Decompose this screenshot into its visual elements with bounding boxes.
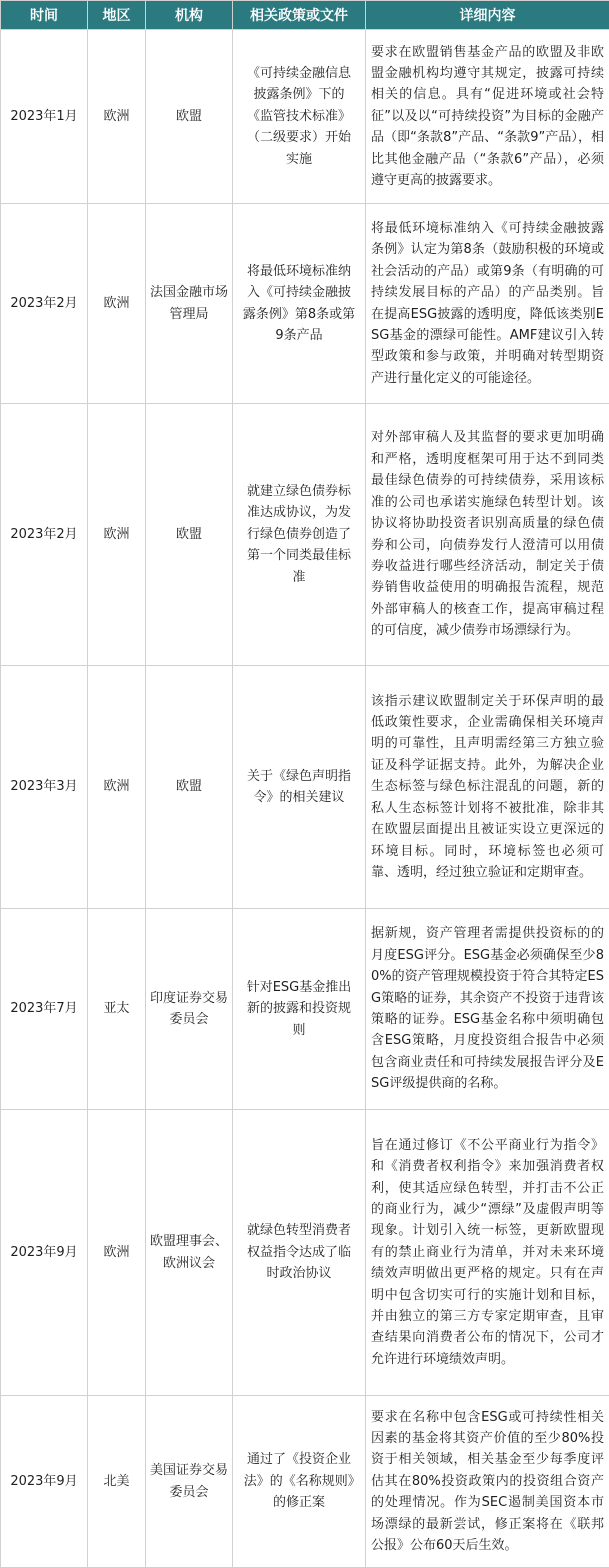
table-row [1,204,609,404]
cell-time: 2023年1月 [1,30,88,204]
cell-time: 2023年7月 [1,909,88,1110]
cell-region: 亚太 [88,909,146,1110]
cell-detail: 将最低环境标准纳入《可持续金融披露条例》认定为第8条（鼓励积极的环境或社会活动的产品）或第9条（有明确的可持续发展目标的产品）的产品类别。旨在提高ESG披露的透明度，降低该类别ESG基金的漂绿可能性。AMF建议引入转型政策和参与政策，并明确对转型期资产进行量化定义的可能途径。 [366,204,609,404]
header-row [1,1,609,30]
cell-region: 欧洲 [88,30,146,204]
cell-region: 欧洲 [88,666,146,909]
cell-org: 欧盟 [146,404,233,666]
cell-region: 北美 [88,1396,146,1568]
table-row [1,1110,609,1396]
cell-time: 2023年3月 [1,666,88,909]
cell-time: 2023年9月 [1,1110,88,1396]
cell-detail: 旨在通过修订《不公平商业行为指令》和《消费者权利指令》来加强消费者权利，使其适应绿色转型，并打击不公正的商业行为，减少“漂绿”及虚假声明等现象。计划引入统一标签，更新欧盟现有的禁止商业行为清单，并对未来环境绩效声明做出更严格的规定。只有在声明中包含切实可行的实施计划和目标，并由独立的第三方专家定期审查，且审查结果向消费者公布的情况下，公司才允许进行环境绩效声明。 [366,1110,609,1396]
table-row [1,666,609,909]
cell-org: 欧盟 [146,30,233,204]
cell-detail: 对外部审稿人及其监督的要求更加明确和严格，透明度框架可用于达不到同类最佳绿色债券的可持续债券，采用该标准的公司也承诺实施绿色转型计划。该协议将协助投资者识别高质量的绿色债券和公司，向债券发行人澄清可以用债券收益进行哪些经济活动，制定关于债券销售收益使用的明确报告流程，规范外部审稿人的核查工作，提高审稿过程的可信度，减少债券市场漂绿行为。 [366,404,609,666]
header-time: 时间 [1,1,88,30]
cell-time: 2023年9月 [1,1396,88,1568]
cell-detail: 要求在欧盟销售基金产品的欧盟及非欧盟金融机构均遵守其规定，披露可持续相关的信息。具有“促进环境或社会特征”以及以“可持续投资”为目标的金融产品（即“条款8”产品、“条款9”产品），相比其他金融产品（“条款6”产品），必须遵守更高的披露要求。 [366,30,609,204]
cell-policy: 通过了《投资企业法》的《名称规则》的修正案 [233,1396,366,1568]
header-detail: 详细内容 [366,1,609,30]
cell-policy: 针对ESG基金推出新的披露和投资规则 [233,909,366,1110]
cell-org: 欧盟 [146,666,233,909]
cell-time: 2023年2月 [1,404,88,666]
cell-region: 欧洲 [88,1110,146,1396]
cell-org: 法国金融市场管理局 [146,204,233,404]
table-row [1,30,609,204]
cell-time: 2023年2月 [1,204,88,404]
header-region: 地区 [88,1,146,30]
table-row [1,404,609,666]
cell-policy: 就绿色转型消费者权益指令达成了临时政治协议 [233,1110,366,1396]
cell-detail: 该指示建议欧盟制定关于环保声明的最低政策性要求，企业需确保相关环境声明的可靠性，且声明需经第三方独立验证及科学证据支持。此外，为解决企业生态标签与绿色标注混乱的问题，新的私人生态标签计划将不被批准，除非其在欧盟层面提出且被证实设立更深远的环境目标。同时，环境标签也必须可靠、透明，经过独立验证和定期审查。 [366,666,609,909]
cell-region: 欧洲 [88,404,146,666]
header-policy: 相关政策或文件 [233,1,366,30]
cell-org: 美国证券交易委员会 [146,1396,233,1568]
cell-region: 欧洲 [88,204,146,404]
cell-policy: 《可持续金融信息披露条例》下的《监管技术标准》（二级要求）开始实施 [233,30,366,204]
cell-policy: 关于《绿色声明指令》的相关建议 [233,666,366,909]
cell-detail: 据新规，资产管理者需提供投资标的的月度ESG评分。ESG基金必须确保至少80%的资产管理规模投资于符合其特定ESG策略的证券，其余资产不投资于违背该策略的证券。ESG基金名称中须明确包含ESG策略，月度投资组合报告中必须包含商业责任和可持续发展报告评分及ESG评级提供商的名称。 [366,909,609,1110]
cell-policy: 将最低环境标准纳入《可持续金融披露条例》第8条或第9条产品 [233,204,366,404]
cell-policy: 就建立绿色债券标准达成协议，为发行绿色债券创造了第一个同类最佳标准 [233,404,366,666]
cell-org: 印度证券交易委员会 [146,909,233,1110]
table-row [1,1396,609,1568]
header-org: 机构 [146,1,233,30]
cell-org: 欧盟理事会、欧洲议会 [146,1110,233,1396]
cell-detail: 要求在名称中包含ESG或可持续性相关因素的基金将其资产价值的至少80%投资于相关领域，相关基金至少每季度评估其在80%投资政策内的投资组合资产的处理情况。作为SEC遏制美国资本市场漂绿的最新尝试，修正案将在《联邦公报》公布60天后生效。 [366,1396,609,1568]
table-row [1,909,609,1110]
